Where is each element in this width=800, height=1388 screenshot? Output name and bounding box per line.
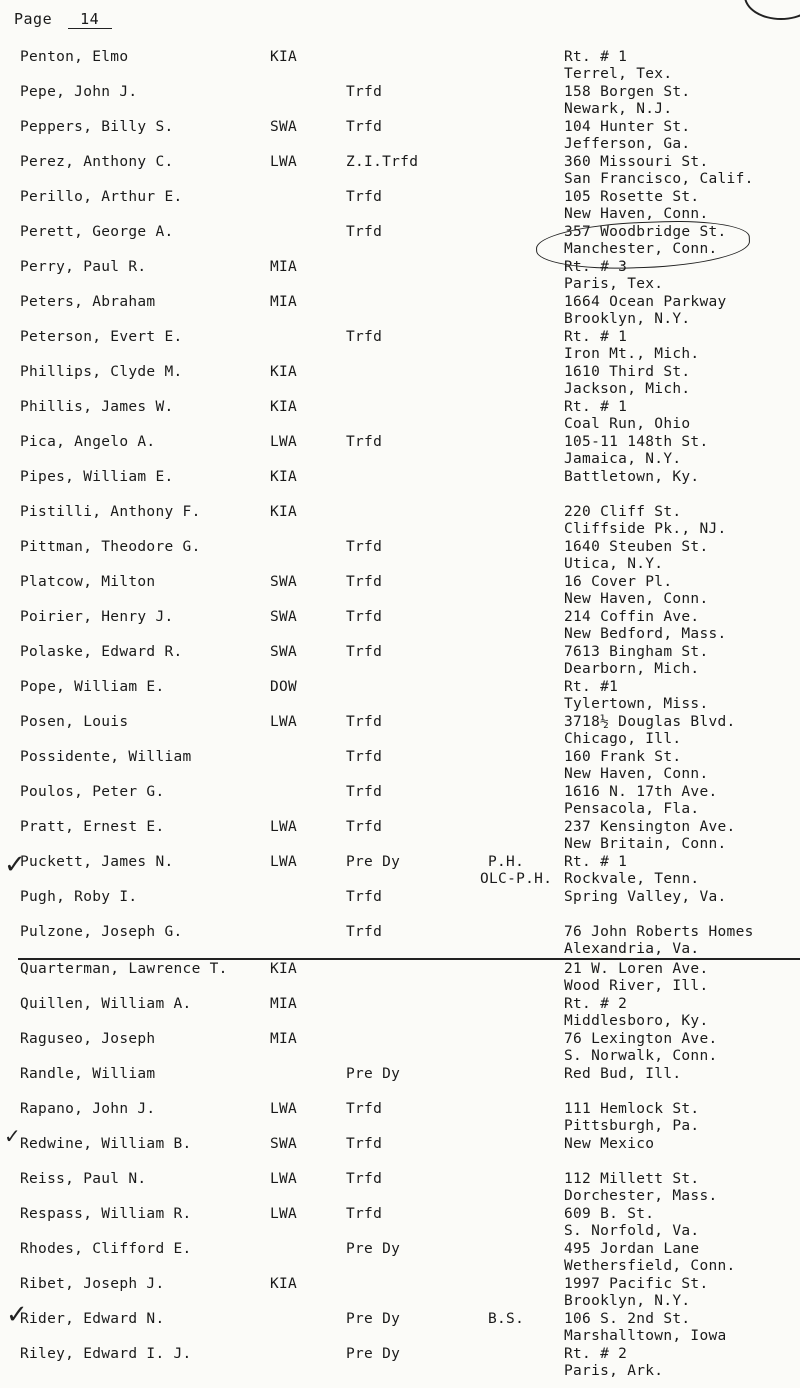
list-item (0, 744, 800, 780)
row-address-line-2: New Haven, Conn. (564, 206, 709, 222)
row-address-line-2: Paris, Ark. (564, 1363, 664, 1379)
row-casualty-status: LWA (270, 154, 298, 170)
row-transfer-status: Trfd (346, 1171, 383, 1187)
row-address-line-2: San Francisco, Calif. (564, 171, 754, 187)
row-address-line-2: S. Norwalk, Conn. (564, 1048, 718, 1064)
row-address-line-2: Wood River, Ill. (564, 978, 709, 994)
row-address-line-1: 21 W. Loren Ave. (564, 961, 709, 977)
row-address-line-2: Middlesboro, Ky. (564, 1013, 709, 1029)
row-address-line-1: 112 Millett St. (564, 1171, 700, 1187)
row-address-line-1: Rt. # 2 (564, 996, 628, 1012)
row-address-line-2: Tylertown, Miss. (564, 696, 709, 712)
row-name: Perett, George A. (20, 224, 174, 240)
row-transfer-status: Z.I.Trfd (346, 154, 419, 170)
section-divider (18, 958, 800, 960)
row-address-line-1: 1610 Third St. (564, 364, 691, 380)
row-casualty-status: MIA (270, 294, 298, 310)
row-transfer-status: Trfd (346, 889, 383, 905)
row-casualty-status: MIA (270, 259, 298, 275)
row-transfer-status: Pre Dy (346, 1311, 401, 1327)
list-item (0, 289, 800, 325)
row-name: Pittman, Theodore G. (20, 539, 201, 555)
row-name: Perez, Anthony C. (20, 154, 174, 170)
list-item (0, 1096, 800, 1132)
list-item (0, 394, 800, 430)
row-transfer-status: Trfd (346, 224, 383, 240)
page-header (14, 10, 112, 29)
row-address-line-2: Pittsburgh, Pa. (564, 1118, 700, 1134)
row-name: Pica, Angelo A. (20, 434, 156, 450)
row-address-line-2: Jackson, Mich. (564, 381, 691, 397)
row-address-line-2: Brooklyn, N.Y. (564, 1293, 691, 1309)
row-address-line-1: 7613 Bingham St. (564, 644, 709, 660)
row-address-line-1: 158 Borgen St. (564, 84, 691, 100)
row-name: Reiss, Paul N. (20, 1171, 147, 1187)
row-transfer-status: Trfd (346, 434, 383, 450)
row-award-note-2: OLC-P.H. (480, 871, 553, 887)
list-item (0, 499, 800, 535)
row-address-line-1: Battletown, Ky. (564, 469, 700, 485)
list-item (0, 184, 800, 220)
list-item (0, 1306, 800, 1342)
row-transfer-status: Trfd (346, 539, 383, 555)
row-casualty-status: SWA (270, 1136, 298, 1152)
row-address-line-2: New Haven, Conn. (564, 766, 709, 782)
row-address-line-2: Utica, N.Y. (564, 556, 664, 572)
row-casualty-status: LWA (270, 1101, 298, 1117)
row-name: Randle, William (20, 1066, 156, 1082)
list-item (0, 604, 800, 640)
row-name: Quillen, William A. (20, 996, 192, 1012)
list-item (0, 359, 800, 395)
row-name: Rapano, John J. (20, 1101, 156, 1117)
row-address-line-2: Paris, Tex. (564, 276, 664, 292)
row-address-line-1: 105 Rosette St. (564, 189, 700, 205)
row-address-line-2: Pensacola, Fla. (564, 801, 700, 817)
list-item (0, 814, 800, 850)
row-address-line-1: 1616 N. 17th Ave. (564, 784, 718, 800)
row-name: Ribet, Joseph J. (20, 1276, 165, 1292)
row-transfer-status: Trfd (346, 784, 383, 800)
row-casualty-status: SWA (270, 119, 298, 135)
row-name: Perry, Paul R. (20, 259, 147, 275)
row-address-line-2: Rockvale, Tenn. (564, 871, 700, 887)
row-address-line-1: 104 Hunter St. (564, 119, 691, 135)
page-label: Page (14, 10, 53, 28)
row-address-line-2: Wethersfield, Conn. (564, 1258, 736, 1274)
row-name: Phillips, Clyde M. (20, 364, 183, 380)
row-transfer-status: Trfd (346, 819, 383, 835)
row-name: Poirier, Henry J. (20, 609, 174, 625)
row-name: Posen, Louis (20, 714, 129, 730)
row-casualty-status: KIA (270, 961, 298, 977)
row-address-line-1: 106 S. 2nd St. (564, 1311, 691, 1327)
list-item (0, 956, 800, 992)
row-name: Rhodes, Clifford E. (20, 1241, 192, 1257)
row-casualty-status: LWA (270, 1206, 298, 1222)
page-number: 14 (68, 10, 112, 29)
row-address-line-1: 1664 Ocean Parkway (564, 294, 727, 310)
row-transfer-status: Trfd (346, 119, 383, 135)
row-transfer-status: Trfd (346, 189, 383, 205)
row-address-line-1: 609 B. St. (564, 1206, 655, 1222)
row-address-line-1: Rt. # 1 (564, 329, 628, 345)
row-casualty-status: KIA (270, 399, 298, 415)
row-address-line-2: Jamaica, N.Y. (564, 451, 682, 467)
list-item (0, 114, 800, 150)
list-item (0, 464, 800, 500)
row-address-line-1: 3718½ Douglas Blvd. (564, 714, 736, 730)
row-award-note: P.H. (488, 854, 525, 870)
row-transfer-status: Trfd (346, 574, 383, 590)
list-item (0, 569, 800, 605)
row-address-line-1: Spring Valley, Va. (564, 889, 727, 905)
row-casualty-status: KIA (270, 364, 298, 380)
row-address-line-1: Rt. # 1 (564, 399, 628, 415)
row-casualty-status: KIA (270, 1276, 298, 1292)
row-casualty-status: KIA (270, 49, 298, 65)
row-name: Peppers, Billy S. (20, 119, 174, 135)
row-address-line-1: 1997 Pacific St. (564, 1276, 709, 1292)
list-item (0, 919, 800, 955)
row-transfer-status: Trfd (346, 1101, 383, 1117)
row-address-line-1: Red Bud, Ill. (564, 1066, 682, 1082)
row-address-line-2: Newark, N.J. (564, 101, 673, 117)
row-address-line-2: Manchester, Conn. (564, 241, 718, 257)
row-casualty-status: SWA (270, 644, 298, 660)
list-item (0, 639, 800, 675)
row-transfer-status: Pre Dy (346, 1346, 401, 1362)
row-address-line-2: Dearborn, Mich. (564, 661, 700, 677)
row-address-line-1: 495 Jordan Lane (564, 1241, 700, 1257)
row-address-line-1: Rt. # 2 (564, 1346, 628, 1362)
corner-circle-annotation (744, 0, 800, 20)
row-address-line-1: 360 Missouri St. (564, 154, 709, 170)
row-name: Pipes, William E. (20, 469, 174, 485)
row-casualty-status: LWA (270, 714, 298, 730)
list-item (0, 1131, 800, 1167)
row-address-line-1: 237 Kensington Ave. (564, 819, 736, 835)
row-address-line-2: S. Norfold, Va. (564, 1223, 700, 1239)
row-address-line-2: Marshalltown, Iowa (564, 1328, 727, 1344)
row-casualty-status: LWA (270, 1171, 298, 1187)
row-casualty-status: MIA (270, 1031, 298, 1047)
row-name: Penton, Elmo (20, 49, 129, 65)
row-name: Pulzone, Joseph G. (20, 924, 183, 940)
row-name: Poulos, Peter G. (20, 784, 165, 800)
row-casualty-status: KIA (270, 469, 298, 485)
row-casualty-status: SWA (270, 609, 298, 625)
row-transfer-status: Pre Dy (346, 854, 401, 870)
row-name: Pistilli, Anthony F. (20, 504, 201, 520)
row-address-line-2: Chicago, Ill. (564, 731, 682, 747)
row-transfer-status: Trfd (346, 749, 383, 765)
list-item (0, 709, 800, 745)
row-name: Rider, Edward N. (20, 1311, 165, 1327)
list-item (0, 1201, 800, 1237)
row-name: Possidente, William (20, 749, 192, 765)
row-address-line-1: 111 Hemlock St. (564, 1101, 700, 1117)
list-item (0, 1061, 800, 1097)
list-item (0, 779, 800, 815)
list-item (0, 324, 800, 360)
row-address-line-2: Coal Run, Ohio (564, 416, 691, 432)
row-name: Redwine, William B. (20, 1136, 192, 1152)
row-name: Perillo, Arthur E. (20, 189, 183, 205)
row-name: Phillis, James W. (20, 399, 174, 415)
list-item (0, 1026, 800, 1062)
row-address-line-1: Rt. # 1 (564, 49, 628, 65)
row-address-line-2: Brooklyn, N.Y. (564, 311, 691, 327)
row-address-line-1: 220 Cliff St. (564, 504, 682, 520)
row-name: Pepe, John J. (20, 84, 138, 100)
row-name: Pope, William E. (20, 679, 165, 695)
row-name: Quarterman, Lawrence T. (20, 961, 228, 977)
row-address-line-2: New Bedford, Mass. (564, 626, 727, 642)
list-item (0, 79, 800, 115)
row-name: Peters, Abraham (20, 294, 156, 310)
row-address-line-1: Rt. # 3 (564, 259, 628, 275)
row-transfer-status: Trfd (346, 714, 383, 730)
list-item (0, 1166, 800, 1202)
list-item (0, 44, 800, 80)
row-transfer-status: Trfd (346, 84, 383, 100)
row-address-line-1: 16 Cover Pl. (564, 574, 673, 590)
row-address-line-1: 160 Frank St. (564, 749, 682, 765)
row-address-line-1: Rt. # 1 (564, 854, 628, 870)
row-address-line-2: Iron Mt., Mich. (564, 346, 700, 362)
row-transfer-status: Trfd (346, 609, 383, 625)
row-address-line-2: Jefferson, Ga. (564, 136, 691, 152)
list-item (0, 849, 800, 885)
row-address-line-1: 105-11 148th St. (564, 434, 709, 450)
row-address-line-2: New Haven, Conn. (564, 591, 709, 607)
row-address-line-1: Rt. #1 (564, 679, 619, 695)
check-mark-icon: ✓ (4, 850, 26, 880)
row-transfer-status: Trfd (346, 1206, 383, 1222)
row-address-line-1: 76 Lexington Ave. (564, 1031, 718, 1047)
row-address-line-1: New Mexico (564, 1136, 655, 1152)
row-casualty-status: MIA (270, 996, 298, 1012)
row-name: Peterson, Evert E. (20, 329, 183, 345)
row-name: Platcow, Milton (20, 574, 156, 590)
row-address-line-1: 1640 Steuben St. (564, 539, 709, 555)
list-item (0, 149, 800, 185)
row-name: Pratt, Ernest E. (20, 819, 165, 835)
row-name: Raguseo, Joseph (20, 1031, 156, 1047)
row-name: Pugh, Roby I. (20, 889, 138, 905)
row-casualty-status: SWA (270, 574, 298, 590)
row-transfer-status: Trfd (346, 1136, 383, 1152)
row-transfer-status: Trfd (346, 329, 383, 345)
row-address-line-2: Terrel, Tex. (564, 66, 673, 82)
list-item (0, 429, 800, 465)
row-casualty-status: LWA (270, 434, 298, 450)
check-mark-icon: ✓ (6, 1300, 28, 1330)
list-item (0, 534, 800, 570)
row-casualty-status: DOW (270, 679, 298, 695)
row-name: Respass, William R. (20, 1206, 192, 1222)
list-item (0, 1236, 800, 1272)
row-address-line-1: 357 Woodbridge St. (564, 224, 727, 240)
row-address-line-1: 76 John Roberts Homes (564, 924, 754, 940)
row-casualty-status: LWA (270, 819, 298, 835)
row-address-line-1: 214 Coffin Ave. (564, 609, 700, 625)
row-casualty-status: LWA (270, 854, 298, 870)
list-item (0, 1341, 800, 1377)
list-item (0, 1271, 800, 1307)
row-transfer-status: Pre Dy (346, 1241, 401, 1257)
check-mark-icon: ✓ (4, 1124, 21, 1148)
row-address-line-2: Dorchester, Mass. (564, 1188, 718, 1204)
row-transfer-status: Trfd (346, 924, 383, 940)
row-name: Puckett, James N. (20, 854, 174, 870)
row-name: Polaske, Edward R. (20, 644, 183, 660)
list-item (0, 884, 800, 920)
row-transfer-status: Pre Dy (346, 1066, 401, 1082)
row-name: Riley, Edward I. J. (20, 1346, 192, 1362)
list-item (0, 674, 800, 710)
row-address-line-2: Cliffside Pk., NJ. (564, 521, 727, 537)
list-item (0, 991, 800, 1027)
row-address-line-2: Alexandria, Va. (564, 941, 700, 957)
row-transfer-status: Trfd (346, 644, 383, 660)
row-casualty-status: KIA (270, 504, 298, 520)
row-award-note: B.S. (488, 1311, 525, 1327)
row-address-line-2: New Britain, Conn. (564, 836, 727, 852)
